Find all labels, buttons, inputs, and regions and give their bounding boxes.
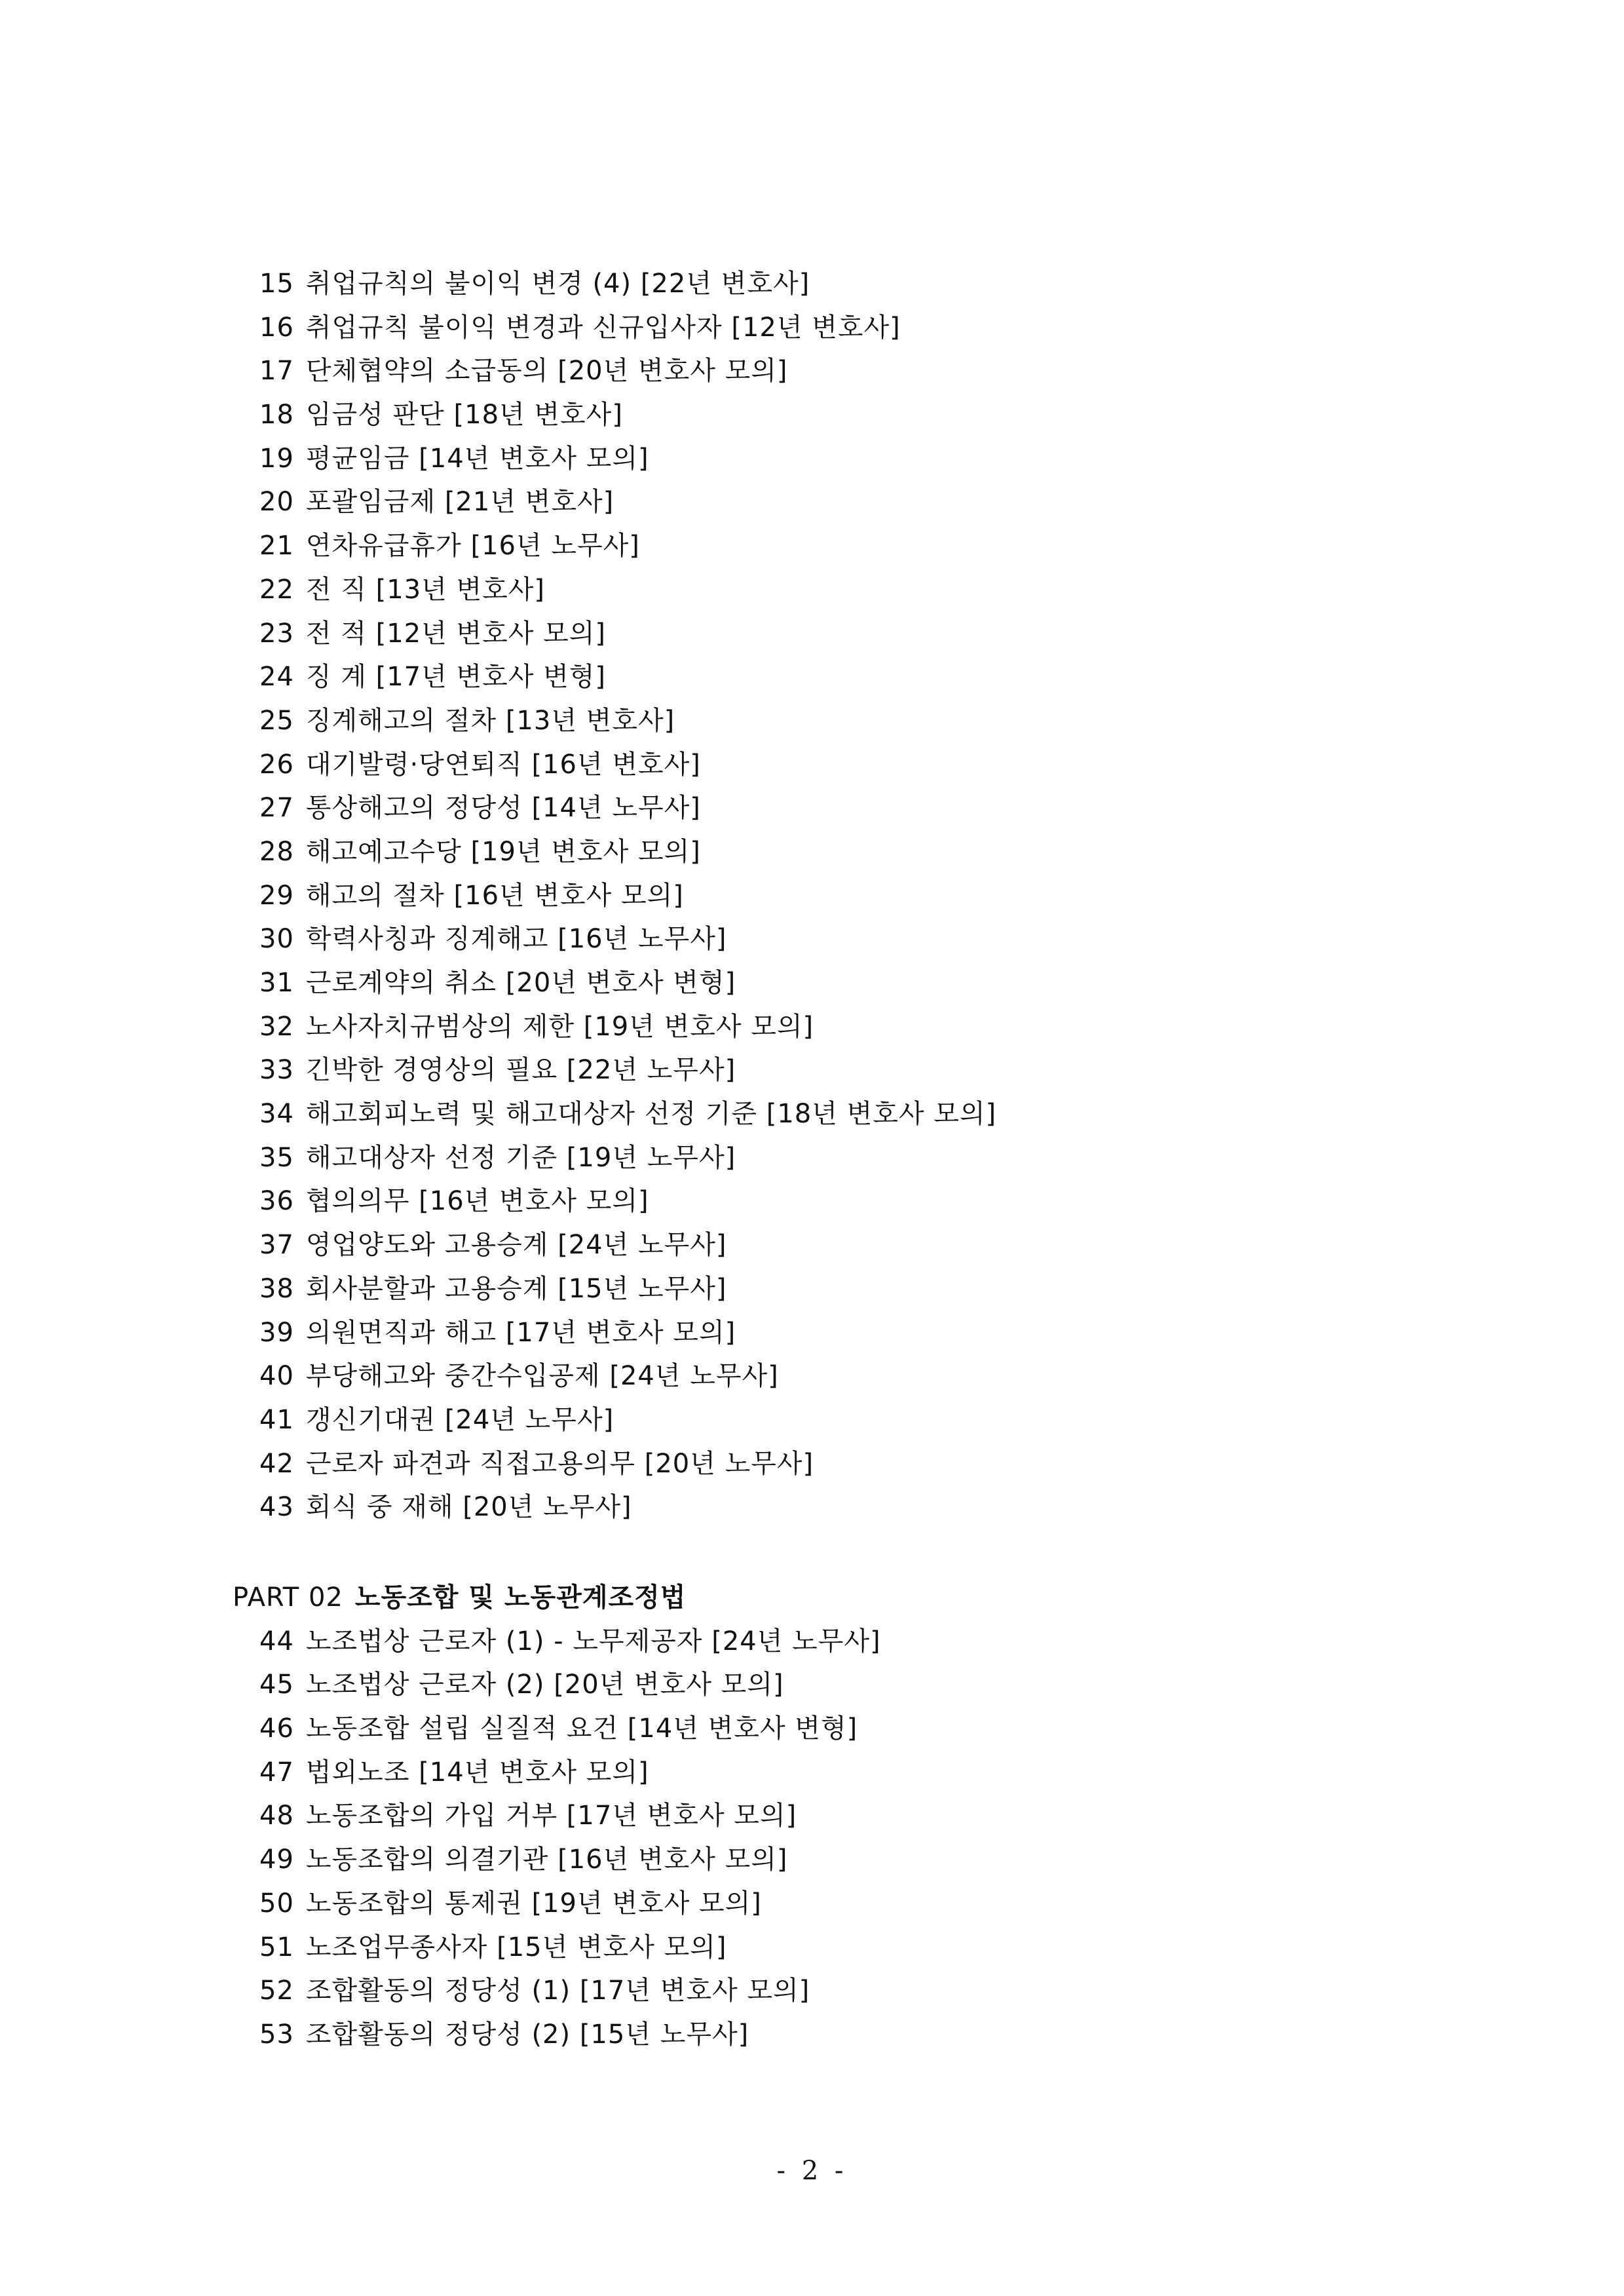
toc-entry-number: 24 [259, 662, 294, 693]
toc-entry-title: 통상해고의 정당성 [14년 노무사] [305, 793, 701, 824]
toc-entry-number: 38 [259, 1273, 294, 1304]
part-02-list [259, 1620, 1477, 2057]
toc-entry [259, 1398, 1504, 1442]
toc-entry-number: 36 [259, 1186, 294, 1217]
toc-entry-title: 징계해고의 절차 [13년 변호사] [305, 705, 675, 736]
toc-entry-number: 20 [259, 487, 294, 518]
toc-entry-title: 노조법상 근로자 (2) [20년 변호사 모의] [305, 1670, 784, 1700]
toc-entry [259, 961, 1504, 1005]
toc-entry [259, 1794, 1477, 1838]
toc-entry-title: 협의의무 [16년 변호사 모의] [305, 1186, 649, 1217]
toc-entry-number: 18 [259, 400, 294, 430]
toc-entry [259, 830, 1504, 874]
toc-entry-number: 35 [259, 1142, 294, 1173]
toc-entry-number: 42 [259, 1448, 294, 1479]
toc-entry-title: 노동조합 설립 실질적 요건 [14년 변호사 변형] [305, 1713, 858, 1744]
toc-entry-number: 45 [259, 1670, 294, 1700]
toc-entry [259, 1005, 1504, 1049]
toc-entry-title: 노사자치규범상의 제한 [19년 변호사 모의] [305, 1011, 814, 1042]
toc-entry-number: 46 [259, 1713, 294, 1744]
toc-entry-title: 징 계 [17년 변호사 변형] [305, 662, 606, 693]
part-02-section [233, 1576, 1477, 2057]
toc-entry-number: 22 [259, 574, 294, 605]
part-heading [233, 1576, 1477, 1620]
toc-entry-number: 33 [259, 1055, 294, 1086]
toc-entry-title: 취업규칙 불이익 변경과 신규입사자 [12년 변호사] [305, 312, 901, 343]
toc-entry-number: 40 [259, 1361, 294, 1392]
toc-entry-title: 법외노조 [14년 변호사 모의] [305, 1757, 649, 1788]
toc-entry-number: 28 [259, 836, 294, 867]
toc-entry-number: 16 [259, 312, 294, 343]
toc-entry [259, 1048, 1504, 1092]
toc-entry-number: 52 [259, 1976, 294, 2006]
toc-entry-number: 31 [259, 968, 294, 998]
toc-entry-number: 53 [259, 2019, 294, 2050]
toc-entry-number: 51 [259, 1932, 294, 1962]
toc-entry-number: 49 [259, 1845, 294, 1875]
toc-entry [259, 612, 1504, 656]
toc-entry-title: 회식 중 재해 [20년 노무사] [305, 1492, 632, 1523]
toc-entry-title: 학력사칭과 징계해고 [16년 노무사] [305, 924, 727, 955]
toc-entry-number: 23 [259, 618, 294, 649]
toc-entry-number: 37 [259, 1230, 294, 1261]
toc-entry-title: 해고회피노력 및 해고대상자 선정 기준 [18년 변호사 모의] [305, 1099, 997, 1130]
toc-entry-title: 해고대상자 선정 기준 [19년 노무사] [305, 1142, 736, 1173]
toc-entry-title: 조합활동의 정당성 (1) [17년 변호사 모의] [305, 1976, 810, 2006]
toc-entry [259, 1311, 1504, 1355]
toc-entry-number: 29 [259, 880, 294, 911]
toc-entry-number: 17 [259, 356, 294, 387]
toc-entry-number: 19 [259, 443, 294, 474]
toc-entry-title: 임금성 판단 [18년 변호사] [305, 400, 623, 430]
toc-entry [259, 568, 1504, 612]
toc-entry-title: 전 직 [13년 변호사] [305, 574, 545, 605]
toc-entry [259, 1663, 1477, 1707]
toc-entry [259, 655, 1504, 699]
toc-entry-title: 근로계약의 취소 [20년 변호사 변형] [305, 968, 736, 998]
toc-entry-title: 해고예고수당 [19년 변호사 모의] [305, 836, 701, 867]
toc-entry-title: 근로자 파견과 직접고용의무 [20년 노무사] [305, 1448, 814, 1479]
toc-entry [259, 786, 1504, 830]
toc-entry-title: 단체협약의 소급동의 [20년 변호사 모의] [305, 356, 788, 387]
toc-entry-title: 전 적 [12년 변호사 모의] [305, 618, 606, 649]
table-of-contents [259, 262, 1504, 1529]
part-label: PART 02 [233, 1582, 343, 1613]
toc-entry-number: 41 [259, 1404, 294, 1435]
toc-entry [259, 524, 1504, 568]
toc-entry-number: 21 [259, 531, 294, 562]
toc-entry [259, 1442, 1504, 1486]
toc-entry [259, 393, 1504, 437]
toc-entry [259, 1838, 1477, 1882]
toc-entry [259, 480, 1504, 524]
toc-entry [259, 1223, 1504, 1267]
toc-entry-title: 노동조합의 통제권 [19년 변호사 모의] [305, 1888, 762, 1919]
toc-entry [259, 1092, 1504, 1136]
toc-entry-title: 평균임금 [14년 변호사 모의] [305, 443, 649, 474]
toc-entry [259, 306, 1504, 350]
toc-entry [259, 874, 1504, 918]
toc-entry-title: 노동조합의 의결기관 [16년 변호사 모의] [305, 1845, 788, 1875]
toc-entry [259, 262, 1504, 306]
toc-entry-number: 50 [259, 1888, 294, 1919]
toc-entry-number: 48 [259, 1801, 294, 1831]
toc-entry-number: 15 [259, 269, 294, 299]
toc-entry-number: 32 [259, 1011, 294, 1042]
toc-entry-number: 26 [259, 749, 294, 780]
toc-entry [259, 917, 1504, 961]
toc-entry-number: 27 [259, 793, 294, 824]
toc-entry [259, 1969, 1477, 2013]
toc-entry [259, 1485, 1504, 1529]
toc-entry [259, 1136, 1504, 1180]
toc-entry [259, 699, 1504, 743]
toc-entry-title: 의원면직과 해고 [17년 변호사 모의] [305, 1317, 736, 1348]
toc-entry [259, 1620, 1477, 1664]
toc-entry [259, 349, 1504, 393]
toc-entry-number: 47 [259, 1757, 294, 1788]
toc-entry [259, 1751, 1477, 1795]
toc-entry [259, 1882, 1477, 1926]
toc-entry [259, 1354, 1504, 1398]
toc-entry-title: 영업양도와 고용승계 [24년 노무사] [305, 1230, 727, 1261]
toc-entry [259, 1926, 1477, 1970]
toc-entry-number: 44 [259, 1626, 294, 1656]
toc-entry-number: 25 [259, 705, 294, 736]
toc-entry-title: 대기발령·당연퇴직 [16년 변호사] [305, 749, 701, 780]
toc-entry [259, 1267, 1504, 1311]
toc-entry-title: 노조법상 근로자 (1) - 노무제공자 [24년 노무사] [305, 1626, 881, 1656]
toc-entry [259, 2013, 1477, 2057]
toc-entry-title: 취업규칙의 불이익 변경 (4) [22년 변호사] [305, 269, 810, 299]
toc-entry-number: 39 [259, 1317, 294, 1348]
toc-entry [259, 1707, 1477, 1751]
toc-entry-title: 긴박한 경영상의 필요 [22년 노무사] [305, 1055, 736, 1086]
toc-entry-number: 30 [259, 924, 294, 955]
toc-entry-title: 갱신기대권 [24년 노무사] [305, 1404, 614, 1435]
toc-entry-title: 노동조합의 가입 거부 [17년 변호사 모의] [305, 1801, 797, 1831]
toc-entry-title: 포괄임금제 [21년 변호사] [305, 487, 614, 518]
page-number: - 2 - [776, 2156, 848, 2186]
toc-entry-title: 조합활동의 정당성 (2) [15년 노무사] [305, 2019, 749, 2050]
toc-entry-title: 부당해고와 중간수입공제 [24년 노무사] [305, 1361, 779, 1392]
toc-entry [259, 1179, 1504, 1223]
toc-entry [259, 437, 1504, 481]
toc-entry-title: 해고의 절차 [16년 변호사 모의] [305, 880, 684, 911]
toc-entry-title: 회사분할과 고용승계 [15년 노무사] [305, 1273, 727, 1304]
toc-entry-number: 34 [259, 1099, 294, 1130]
toc-entry-title: 연차유급휴가 [16년 노무사] [305, 531, 640, 562]
part-title: 노동조합 및 노동관계조정법 [354, 1582, 687, 1613]
toc-entry-number: 43 [259, 1492, 294, 1523]
toc-entry-title: 노조업무종사자 [15년 변호사 모의] [305, 1932, 727, 1962]
toc-entry [259, 743, 1504, 787]
